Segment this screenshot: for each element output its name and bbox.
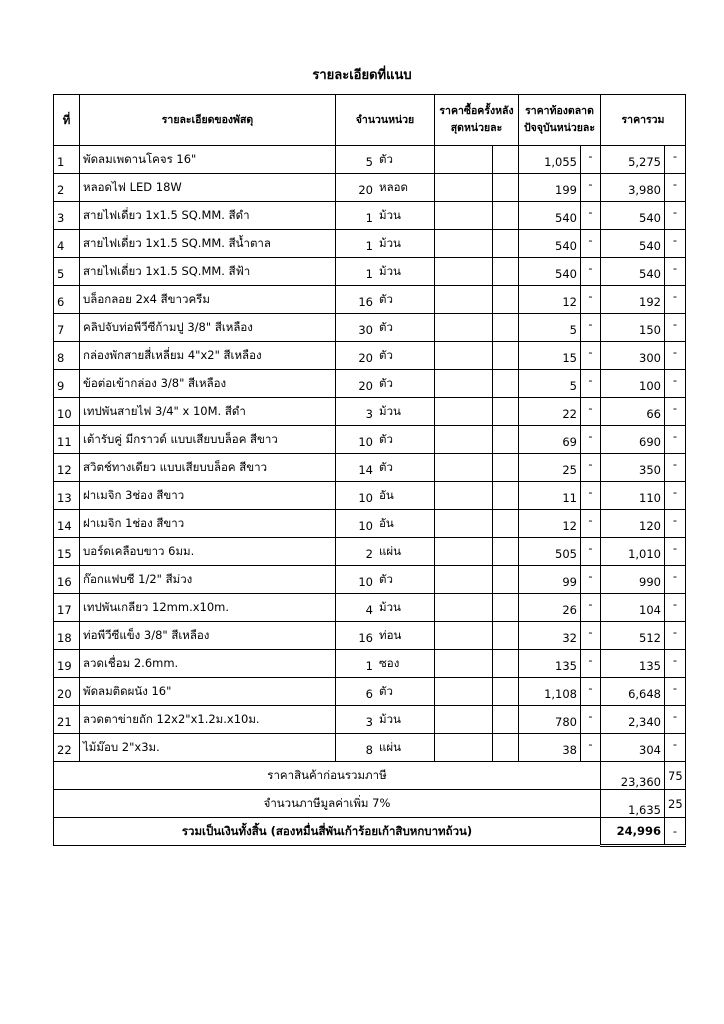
item-unit: ตัว xyxy=(379,376,393,390)
table-row xyxy=(54,146,686,174)
vat-value: 1,635 xyxy=(601,790,665,818)
item-number: 17 xyxy=(54,594,80,622)
item-quantity-cell xyxy=(336,538,435,566)
item-market-price: 38 xyxy=(519,734,581,762)
item-total-cents: - xyxy=(665,594,686,622)
item-quantity-cell xyxy=(336,342,435,370)
item-market-price: 26 xyxy=(519,594,581,622)
item-last-price xyxy=(435,342,493,370)
item-total: 3,980 xyxy=(601,174,665,202)
table-row xyxy=(54,202,686,230)
item-market-price: 25 xyxy=(519,454,581,482)
item-quantity-cell xyxy=(336,482,435,510)
item-market-price: 780 xyxy=(519,706,581,734)
item-number: 14 xyxy=(54,510,80,538)
item-description: สวิตช์ทางเดียว แบบเสียบบล็อค สีขาว xyxy=(80,454,336,482)
item-number: 1 xyxy=(54,146,80,174)
item-total-cents: - xyxy=(665,426,686,454)
item-total-cents: - xyxy=(665,286,686,314)
item-last-price xyxy=(435,370,493,398)
item-number: 16 xyxy=(54,566,80,594)
item-last-price xyxy=(435,594,493,622)
table-row xyxy=(54,510,686,538)
item-total: 1,010 xyxy=(601,538,665,566)
table-row xyxy=(54,482,686,510)
item-last-price xyxy=(435,482,493,510)
item-quantity: 3 xyxy=(365,715,373,729)
item-market-price-cents: - xyxy=(581,482,601,510)
item-description: ไม้ม๊อบ 2"x3ม. xyxy=(80,734,336,762)
table-row xyxy=(54,566,686,594)
item-market-price-cents: - xyxy=(581,454,601,482)
item-market-price-cents: - xyxy=(581,230,601,258)
item-total-cents: - xyxy=(665,230,686,258)
header-no: ที่ xyxy=(54,95,80,146)
item-quantity-cell xyxy=(336,398,435,426)
item-total: 104 xyxy=(601,594,665,622)
item-total: 300 xyxy=(601,342,665,370)
item-quantity: 3 xyxy=(365,407,373,421)
item-last-price xyxy=(435,678,493,706)
table-row xyxy=(54,342,686,370)
item-market-price: 5 xyxy=(519,370,581,398)
item-last-price xyxy=(435,510,493,538)
item-unit: ซอง xyxy=(379,656,400,670)
header-last-price: ราคาซื้อครั้งหลังสุดหน่วยละ xyxy=(435,95,519,146)
header-total: ราคารวม xyxy=(601,95,686,146)
item-total: 192 xyxy=(601,286,665,314)
item-market-price-cents: - xyxy=(581,258,601,286)
item-last-price-cents xyxy=(493,174,519,202)
table-header-row xyxy=(54,95,686,146)
item-description: คลิปจับท่อพีวีซีก้ามปู 3/8" สีเหลือง xyxy=(80,314,336,342)
item-quantity: 8 xyxy=(365,743,373,757)
table-row xyxy=(54,538,686,566)
item-last-price xyxy=(435,650,493,678)
item-total-cents: - xyxy=(665,650,686,678)
item-market-price: 11 xyxy=(519,482,581,510)
item-total: 6,648 xyxy=(601,678,665,706)
item-unit: แผ่น xyxy=(379,544,402,558)
item-market-price-cents: - xyxy=(581,426,601,454)
item-quantity: 20 xyxy=(358,351,373,365)
item-market-price-cents: - xyxy=(581,734,601,762)
subtotal-label: ราคาสินค้าก่อนรวมภาษี xyxy=(54,762,601,790)
item-total-cents: - xyxy=(665,454,686,482)
item-last-price xyxy=(435,146,493,174)
item-description: ลวดเชื่อม 2.6mm. xyxy=(80,650,336,678)
item-quantity-cell xyxy=(336,678,435,706)
item-last-price xyxy=(435,426,493,454)
item-last-price-cents xyxy=(493,286,519,314)
item-total: 120 xyxy=(601,510,665,538)
item-unit: ม้วน xyxy=(379,264,401,278)
subtotal-row xyxy=(54,762,686,790)
grand-total-row xyxy=(54,818,686,846)
item-description: สายไฟเดี่ยว 1x1.5 SQ.MM. สีฟ้า xyxy=(80,258,336,286)
item-quantity: 20 xyxy=(358,183,373,197)
item-number: 18 xyxy=(54,622,80,650)
item-description: ฝาเมจิก 3ช่อง สีขาว xyxy=(80,482,336,510)
item-quantity: 1 xyxy=(365,239,373,253)
item-unit: หลอด xyxy=(379,180,409,194)
item-number: 21 xyxy=(54,706,80,734)
items-body xyxy=(54,146,686,762)
item-description: ฝาเมจิก 1ช่อง สีขาว xyxy=(80,510,336,538)
item-quantity-cell xyxy=(336,174,435,202)
item-last-price-cents xyxy=(493,538,519,566)
item-quantity: 1 xyxy=(365,211,373,225)
item-quantity-cell xyxy=(336,258,435,286)
item-quantity: 6 xyxy=(365,687,373,701)
item-last-price xyxy=(435,566,493,594)
item-quantity: 2 xyxy=(365,547,373,561)
item-total: 540 xyxy=(601,230,665,258)
item-last-price-cents xyxy=(493,370,519,398)
item-total-cents: - xyxy=(665,622,686,650)
item-total-cents: - xyxy=(665,510,686,538)
item-total: 100 xyxy=(601,370,665,398)
item-market-price-cents: - xyxy=(581,622,601,650)
item-total-cents: - xyxy=(665,566,686,594)
item-unit: ตัว xyxy=(379,320,393,334)
item-unit: อัน xyxy=(379,516,394,530)
grand-total-value: 24,996 xyxy=(601,818,665,846)
item-market-price-cents: - xyxy=(581,342,601,370)
item-last-price-cents xyxy=(493,566,519,594)
item-market-price-cents: - xyxy=(581,510,601,538)
item-last-price xyxy=(435,454,493,482)
item-last-price xyxy=(435,538,493,566)
item-last-price-cents xyxy=(493,650,519,678)
item-last-price xyxy=(435,706,493,734)
item-total: 512 xyxy=(601,622,665,650)
item-total-cents: - xyxy=(665,146,686,174)
item-market-price: 540 xyxy=(519,230,581,258)
items-table xyxy=(53,94,686,847)
item-quantity-cell xyxy=(336,650,435,678)
item-unit: ท่อน xyxy=(379,628,402,642)
item-unit: ตัว xyxy=(379,432,393,446)
item-market-price-cents: - xyxy=(581,174,601,202)
item-last-price-cents xyxy=(493,706,519,734)
item-last-price-cents xyxy=(493,482,519,510)
item-market-price: 12 xyxy=(519,286,581,314)
item-quantity-cell xyxy=(336,454,435,482)
item-unit: อัน xyxy=(379,488,394,502)
item-number: 12 xyxy=(54,454,80,482)
item-market-price-cents: - xyxy=(581,398,601,426)
item-last-price xyxy=(435,230,493,258)
table-row xyxy=(54,594,686,622)
table-row xyxy=(54,426,686,454)
item-quantity: 5 xyxy=(365,155,373,169)
item-total: 990 xyxy=(601,566,665,594)
item-market-price: 12 xyxy=(519,510,581,538)
subtotal-cents: 75 xyxy=(665,762,686,790)
item-market-price-cents: - xyxy=(581,370,601,398)
item-market-price-cents: - xyxy=(581,566,601,594)
item-number: 5 xyxy=(54,258,80,286)
item-quantity-cell xyxy=(336,286,435,314)
table-row xyxy=(54,174,686,202)
item-quantity-cell xyxy=(336,734,435,762)
item-market-price: 505 xyxy=(519,538,581,566)
item-total-cents: - xyxy=(665,370,686,398)
vat-label: จำนวนภาษีมูลค่าเพิ่ม 7% xyxy=(54,790,601,818)
header-description: รายละเอียดของพัสดุ xyxy=(80,95,336,146)
page-title: รายละเอียดที่แนบ xyxy=(312,68,412,83)
item-total: 110 xyxy=(601,482,665,510)
item-last-price-cents xyxy=(493,622,519,650)
item-market-price: 1,055 xyxy=(519,146,581,174)
item-unit: ตัว xyxy=(379,572,393,586)
item-unit: ม้วน xyxy=(379,404,401,418)
item-market-price: 1,108 xyxy=(519,678,581,706)
item-market-price: 135 xyxy=(519,650,581,678)
item-total-cents: - xyxy=(665,706,686,734)
item-description: สายไฟเดี่ยว 1x1.5 SQ.MM. สีดำ xyxy=(80,202,336,230)
item-market-price-cents: - xyxy=(581,146,601,174)
item-last-price xyxy=(435,202,493,230)
item-description: ข้อต่อเข้ากล่อง 3/8" สีเหลือง xyxy=(80,370,336,398)
item-last-price-cents xyxy=(493,258,519,286)
item-last-price-cents xyxy=(493,510,519,538)
item-unit: ตัว xyxy=(379,348,393,362)
item-quantity-cell xyxy=(336,566,435,594)
item-unit: ตัว xyxy=(379,152,393,166)
item-market-price-cents: - xyxy=(581,202,601,230)
item-last-price xyxy=(435,258,493,286)
item-total: 304 xyxy=(601,734,665,762)
item-quantity: 14 xyxy=(358,463,373,477)
item-last-price-cents xyxy=(493,202,519,230)
item-market-price-cents: - xyxy=(581,286,601,314)
item-total-cents: - xyxy=(665,202,686,230)
item-quantity-cell xyxy=(336,230,435,258)
item-last-price-cents xyxy=(493,594,519,622)
item-total: 135 xyxy=(601,650,665,678)
header-quantity: จำนวนหน่วย xyxy=(336,95,435,146)
table-row xyxy=(54,454,686,482)
item-market-price: 5 xyxy=(519,314,581,342)
item-total: 540 xyxy=(601,202,665,230)
item-number: 15 xyxy=(54,538,80,566)
item-market-price: 199 xyxy=(519,174,581,202)
item-market-price-cents: - xyxy=(581,678,601,706)
item-quantity-cell xyxy=(336,594,435,622)
item-number: 8 xyxy=(54,342,80,370)
grand-total-cents: - xyxy=(665,818,686,846)
grand-total-label: รวมเป็นเงินทั้งสิ้น (สองหมื่นสี่พันเก้าร้อยเก้าสิบหกบาทถ้วน) xyxy=(54,818,601,846)
item-last-price-cents xyxy=(493,314,519,342)
item-unit: ตัว xyxy=(379,460,393,474)
item-description: พัดลมติดผนัง 16" xyxy=(80,678,336,706)
item-last-price xyxy=(435,286,493,314)
item-unit: ตัว xyxy=(379,684,393,698)
item-market-price-cents: - xyxy=(581,650,601,678)
table-row xyxy=(54,734,686,762)
item-last-price xyxy=(435,314,493,342)
item-quantity-cell xyxy=(336,622,435,650)
item-quantity: 20 xyxy=(358,379,373,393)
item-number: 9 xyxy=(54,370,80,398)
item-number: 20 xyxy=(54,678,80,706)
item-number: 2 xyxy=(54,174,80,202)
item-market-price-cents: - xyxy=(581,594,601,622)
item-total-cents: - xyxy=(665,482,686,510)
item-quantity: 30 xyxy=(358,323,373,337)
item-market-price: 32 xyxy=(519,622,581,650)
item-total-cents: - xyxy=(665,314,686,342)
item-description: หลอดไฟ LED 18W xyxy=(80,174,336,202)
item-quantity: 10 xyxy=(358,519,373,533)
item-number: 6 xyxy=(54,286,80,314)
item-quantity-cell xyxy=(336,202,435,230)
item-total: 2,340 xyxy=(601,706,665,734)
table-row xyxy=(54,286,686,314)
item-last-price-cents xyxy=(493,146,519,174)
item-quantity: 10 xyxy=(358,575,373,589)
item-unit: ม้วน xyxy=(379,236,401,250)
item-last-price xyxy=(435,734,493,762)
item-total-cents: - xyxy=(665,678,686,706)
item-quantity: 1 xyxy=(365,267,373,281)
item-total-cents: - xyxy=(665,258,686,286)
item-quantity: 1 xyxy=(365,659,373,673)
item-unit: ม้วน xyxy=(379,712,401,726)
table-row xyxy=(54,678,686,706)
item-market-price-cents: - xyxy=(581,314,601,342)
item-last-price-cents xyxy=(493,734,519,762)
table-row xyxy=(54,314,686,342)
item-total: 690 xyxy=(601,426,665,454)
item-description: สายไฟเดี่ยว 1x1.5 SQ.MM. สีน้ำตาล xyxy=(80,230,336,258)
item-total: 5,275 xyxy=(601,146,665,174)
item-description: เทปพันสายไฟ 3/4" x 10M. สีดำ xyxy=(80,398,336,426)
item-description: ท่อพีวีซีแข็ง 3/8" สีเหลือง xyxy=(80,622,336,650)
item-total-cents: - xyxy=(665,734,686,762)
item-market-price: 15 xyxy=(519,342,581,370)
item-number: 10 xyxy=(54,398,80,426)
item-unit: ม้วน xyxy=(379,208,401,222)
item-total: 66 xyxy=(601,398,665,426)
item-description: เต้ารับคู่ มีกราวด์ แบบเสียบบล็อค สีขาว xyxy=(80,426,336,454)
item-last-price-cents xyxy=(493,426,519,454)
item-description: ลวดตาข่ายถัก 12x2"x1.2ม.x10ม. xyxy=(80,706,336,734)
item-last-price-cents xyxy=(493,454,519,482)
item-last-price-cents xyxy=(493,678,519,706)
item-quantity: 16 xyxy=(358,631,373,645)
subtotal-value: 23,360 xyxy=(601,762,665,790)
item-quantity-cell xyxy=(336,370,435,398)
item-total-cents: - xyxy=(665,174,686,202)
item-total: 150 xyxy=(601,314,665,342)
item-unit: แผ่น xyxy=(379,740,402,754)
item-unit: ม้วน xyxy=(379,600,401,614)
item-quantity-cell xyxy=(336,510,435,538)
item-last-price-cents xyxy=(493,398,519,426)
item-description: ก๊อกแฟบซี 1/2" สีม่วง xyxy=(80,566,336,594)
table-row xyxy=(54,258,686,286)
item-quantity-cell xyxy=(336,146,435,174)
item-number: 19 xyxy=(54,650,80,678)
item-last-price xyxy=(435,174,493,202)
item-market-price: 99 xyxy=(519,566,581,594)
header-market-price: ราคาท้องตลาดปัจจุบันหน่วยละ xyxy=(519,95,601,146)
item-quantity-cell xyxy=(336,314,435,342)
item-number: 13 xyxy=(54,482,80,510)
item-market-price-cents: - xyxy=(581,538,601,566)
item-description: เทปพันเกลียว 12mm.x10m. xyxy=(80,594,336,622)
item-total-cents: - xyxy=(665,342,686,370)
item-number: 22 xyxy=(54,734,80,762)
table-row xyxy=(54,370,686,398)
item-quantity: 10 xyxy=(358,435,373,449)
item-last-price-cents xyxy=(493,342,519,370)
item-last-price xyxy=(435,622,493,650)
item-number: 4 xyxy=(54,230,80,258)
table-row xyxy=(54,230,686,258)
table-row xyxy=(54,706,686,734)
item-total-cents: - xyxy=(665,538,686,566)
item-last-price xyxy=(435,398,493,426)
item-market-price-cents: - xyxy=(581,706,601,734)
item-last-price-cents xyxy=(493,230,519,258)
item-description: กล่องพักสายสี่เหลี่ยม 4"x2" สีเหลือง xyxy=(80,342,336,370)
item-quantity: 16 xyxy=(358,295,373,309)
item-quantity: 10 xyxy=(358,491,373,505)
item-unit: ตัว xyxy=(379,292,393,306)
item-market-price: 540 xyxy=(519,258,581,286)
item-number: 7 xyxy=(54,314,80,342)
item-total: 350 xyxy=(601,454,665,482)
item-number: 3 xyxy=(54,202,80,230)
item-number: 11 xyxy=(54,426,80,454)
item-total: 540 xyxy=(601,258,665,286)
item-description: พัดลมเพดานโคจร 16" xyxy=(80,146,336,174)
item-quantity-cell xyxy=(336,426,435,454)
item-market-price: 22 xyxy=(519,398,581,426)
table-row xyxy=(54,398,686,426)
item-description: บล็อกลอย 2x4 สีขาวครีม xyxy=(80,286,336,314)
item-market-price: 69 xyxy=(519,426,581,454)
table-row xyxy=(54,650,686,678)
table-row xyxy=(54,622,686,650)
vat-cents: 25 xyxy=(665,790,686,818)
item-total-cents: - xyxy=(665,398,686,426)
item-quantity-cell xyxy=(336,706,435,734)
vat-row xyxy=(54,790,686,818)
item-description: บอร์ดเคลือบขาว 6มม. xyxy=(80,538,336,566)
item-market-price: 540 xyxy=(519,202,581,230)
item-quantity: 4 xyxy=(365,603,373,617)
